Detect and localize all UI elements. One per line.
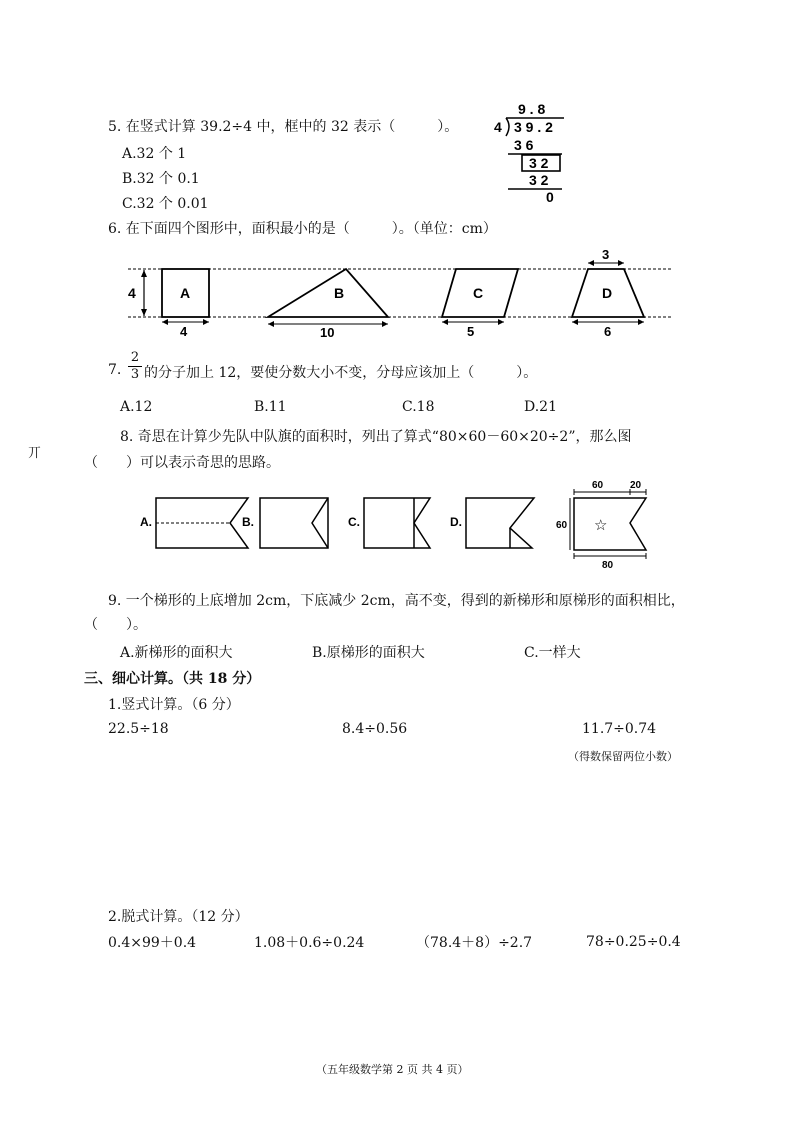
q9-option-b: B.原梯形的面积大 [312, 645, 425, 661]
shape-c-base: 5 [467, 324, 475, 339]
section3-part2-title: 2.脱式计算。（12 分） [108, 909, 249, 925]
flag-width1: 60 [592, 480, 604, 491]
q7-option-a: A.12 [120, 399, 153, 415]
reference-flag [574, 498, 646, 550]
shape-a-label: A [180, 285, 191, 301]
division-row2: 3 2 [529, 155, 549, 171]
q7-fraction-denominator: 3 [128, 366, 142, 383]
shape-b [268, 269, 388, 317]
flag-height: 60 [556, 520, 568, 531]
q6-shapes-figure [124, 248, 684, 344]
calc2-item1: 0.4×99＋0.4 [108, 935, 197, 951]
q9-stem-line1: 9. 一个梯形的上底增加 2cm，下底减少 2cm，高不变，得到的新梯形和原梯形的面积相比， [108, 593, 685, 609]
q9-option-a: A.新梯形的面积大 [120, 645, 233, 661]
flag-d-label: D. [450, 515, 462, 529]
margin-mark: 丌 [28, 446, 42, 461]
q7-stem: 的分子加上 12，要使分数大小不变，分母应该加上（ ）。 [144, 365, 538, 381]
flag-total-width: 80 [602, 560, 614, 571]
calc2-item2: 1.08＋0.6÷0.24 [254, 935, 365, 951]
shape-d-base: 6 [604, 324, 612, 339]
q7-fraction [128, 350, 142, 383]
q8-stem-line1: 8. 奇思在计算少先队中队旗的面积时，列出了算式“80×60－60×20÷2”，那么图 [120, 429, 632, 445]
remainder: 0 [546, 189, 554, 205]
q8-stem-line2: （ ）可以表示奇思的思路。 [84, 455, 280, 471]
star-icon: ☆ [594, 517, 608, 534]
flag-c-label: C. [348, 515, 360, 529]
shape-d-label: D [602, 285, 613, 301]
q6-stem: 6. 在下面四个图形中，面积最小的是（ ）。（单位：cm） [108, 221, 497, 237]
calc2-item4: 78÷0.25÷0.4 [586, 934, 681, 950]
rounding-note: （得数保留两位小数） [568, 750, 678, 763]
flag-b [260, 498, 328, 548]
division-row1: 3 6 [514, 137, 534, 153]
q9-stem-line2: （ ）。 [84, 617, 147, 633]
q7-option-c: C.18 [402, 399, 435, 415]
shape-b-base: 10 [320, 325, 335, 340]
dividend: 3 9 . 2 [514, 119, 553, 135]
flag-a-label: A. [140, 515, 152, 529]
q5-option-a: A.32 个 1 [122, 146, 187, 162]
long-division-figure [488, 98, 578, 208]
calc2-item3: （78.4＋8）÷2.7 [416, 935, 533, 951]
q5-option-b: B.32 个 0.1 [122, 171, 200, 187]
flag-d [466, 498, 534, 548]
q5-stem: 5. 在竖式计算 39.2÷4 中，框中的 32 表示（ ）。 [108, 119, 459, 135]
shape-a-base: 4 [180, 324, 188, 339]
calc1-item2: 8.4÷0.56 [342, 721, 408, 737]
q6-height-label: 4 [128, 285, 136, 301]
flag-width2: 20 [630, 480, 642, 491]
flag-c [364, 498, 430, 548]
q7-number: 7. [108, 362, 122, 378]
q8-flags-figure [130, 478, 670, 574]
q7-fraction-numerator: 2 [130, 350, 140, 365]
quotient: 9 . 8 [518, 101, 546, 117]
shape-d-top: 3 [602, 248, 610, 262]
q7-option-b: B.11 [254, 399, 287, 415]
flag-b-label: B. [242, 515, 254, 529]
q5-option-c: C.32 个 0.01 [122, 196, 209, 212]
q9-option-c: C.一样大 [524, 645, 581, 661]
divisor: 4 [494, 119, 502, 135]
page-footer: （五年级数学第 2 页 共 4 页） [316, 1063, 469, 1076]
section3-title: 三、细心计算。（共 18 分） [84, 671, 261, 687]
section3-part1-title: 1.竖式计算。（6 分） [108, 697, 240, 713]
division-row3: 3 2 [529, 172, 549, 188]
calc1-item3: 11.7÷0.74 [582, 721, 657, 737]
shape-c-label: C [473, 285, 484, 301]
calc1-item1: 22.5÷18 [108, 721, 169, 737]
q7-option-d: D.21 [524, 399, 557, 415]
shape-b-label: B [334, 285, 345, 301]
